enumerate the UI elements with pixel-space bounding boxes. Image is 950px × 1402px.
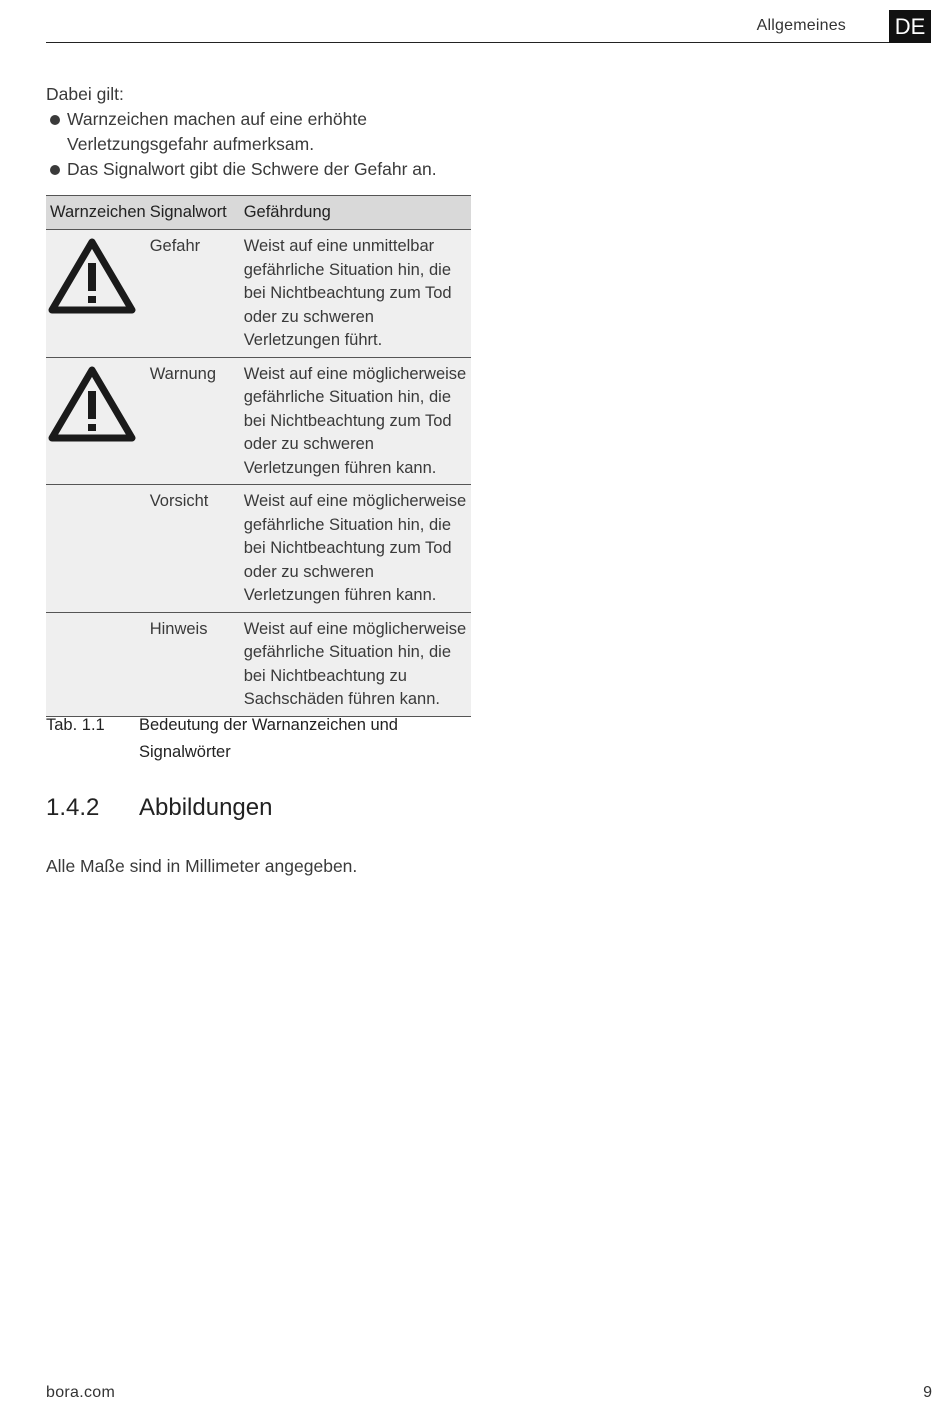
intro-lead: Dabei gilt: — [46, 84, 124, 104]
signal-word-cell: Vorsicht — [146, 485, 240, 613]
table-row — [46, 485, 471, 613]
table-header-row — [46, 196, 471, 230]
caption-number: Tab. 1.1 — [46, 716, 105, 734]
section-paragraph: Alle Maße sind in Millimeter angegeben. — [46, 856, 358, 876]
language-badge: DE — [889, 10, 931, 43]
signal-word-cell: Warnung — [146, 357, 240, 485]
column-header-warnzeichen: Warnzeichen — [46, 196, 146, 230]
intro-block — [46, 82, 466, 182]
header-rule — [46, 42, 889, 43]
signal-word-cell: Hinweis — [146, 612, 240, 716]
table-row — [46, 357, 471, 485]
symbol-cell — [46, 230, 146, 358]
table-row — [46, 612, 471, 716]
symbol-cell — [46, 485, 146, 613]
page-number: 9 — [923, 1384, 932, 1401]
table-row — [46, 230, 471, 358]
warning-triangle-icon — [46, 363, 138, 445]
column-header-signalwort: Signalwort — [146, 196, 240, 230]
hazard-cell: Weist auf eine möglicherweise gefährliche Situation hin, die bei Nichtbeachtung zu Sachschäden führen kann. — [240, 612, 471, 716]
header-section-title: Allgemeines — [756, 17, 846, 34]
symbol-cell — [46, 612, 146, 716]
hazard-cell: Weist auf eine unmittelbar gefährliche Situation hin, die bei Nichtbeachtung zum Tod oder zu schweren Verletzungen führt. — [240, 230, 471, 358]
warning-signs-table — [46, 195, 471, 717]
signal-word-cell: Gefahr — [146, 230, 240, 358]
warning-triangle-icon — [46, 235, 138, 317]
bullet-item: Warnzeichen machen auf eine erhöhte Verletzungsgefahr aufmerksam. — [46, 107, 466, 157]
hazard-cell: Weist auf eine möglicherweise gefährliche Situation hin, die bei Nichtbeachtung zum Tod oder zu schweren Verletzungen führen kann. — [240, 485, 471, 613]
column-header-gefaehrdung: Gefährdung — [240, 196, 471, 230]
symbol-cell — [46, 357, 146, 485]
hazard-cell: Weist auf eine möglicherweise gefährliche Situation hin, die bei Nichtbeachtung zum Tod oder zu schweren Verletzungen führen kann. — [240, 357, 471, 485]
caption-text: Bedeutung der Warnanzeichen und Signalwörter — [139, 716, 398, 761]
section-number: 1.4.2 — [46, 794, 100, 821]
bullet-item: Das Signalwort gibt die Schwere der Gefahr an. — [46, 157, 466, 182]
section-title: Abbildungen — [139, 794, 273, 821]
footer-url: bora.com — [46, 1384, 116, 1401]
